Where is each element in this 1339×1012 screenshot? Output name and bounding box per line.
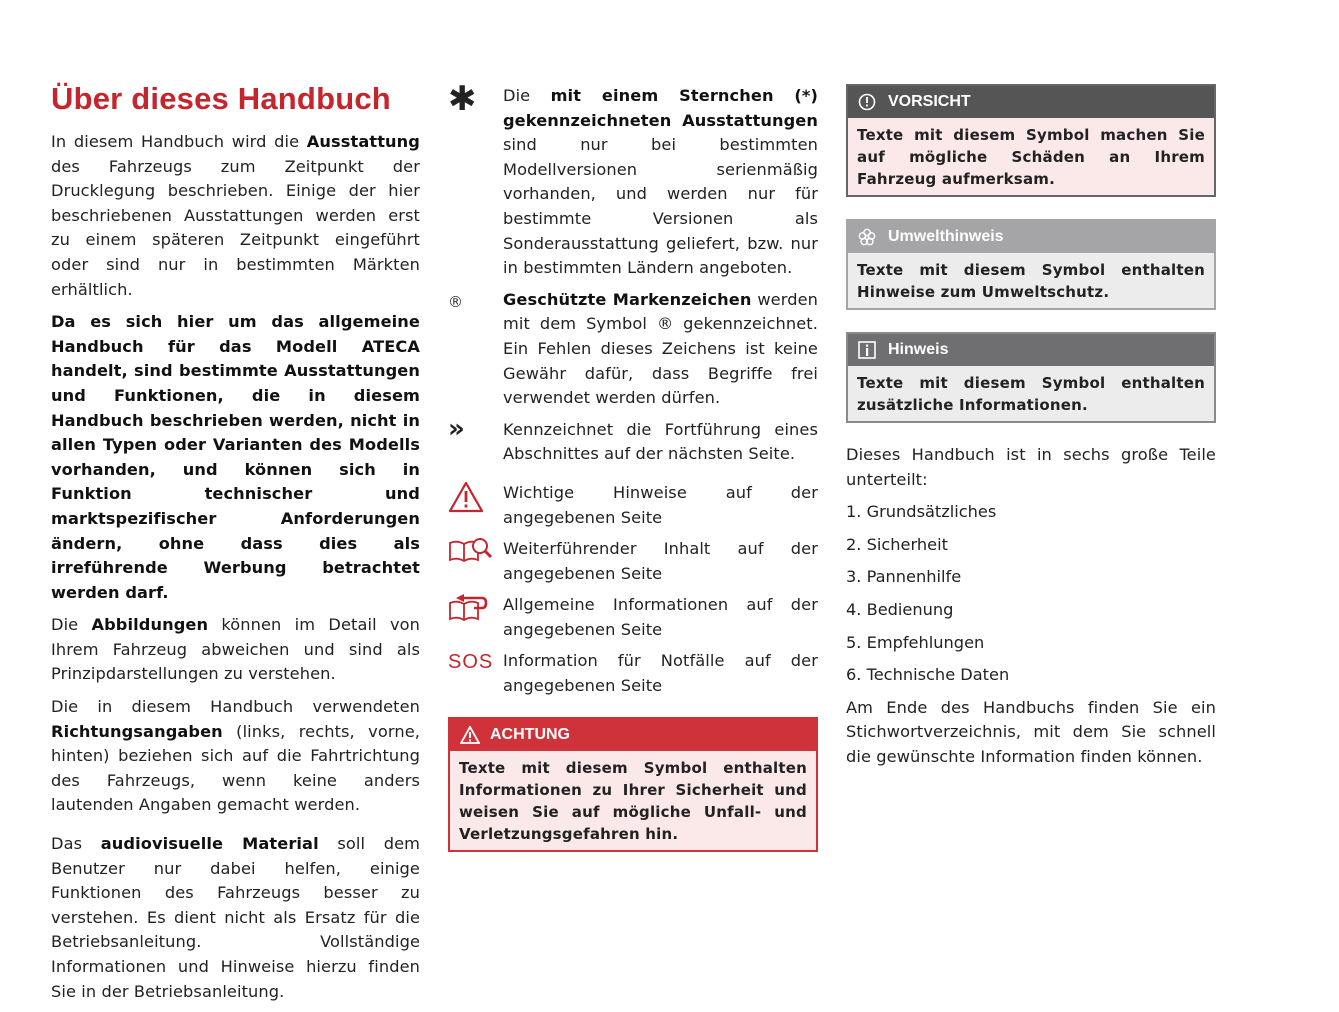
achtung-box — [448, 717, 818, 852]
symbol-description — [503, 418, 818, 467]
symbol-description — [503, 288, 818, 411]
text-segment: soll dem Benutzer nur dabei helfen, einige Funktionen des Fahrzeugs besser zu verstehen. Es dient nicht als Ersatz für die Betriebsanleitung. Vollständige Informationen und Hinweise hierzu finden Sie in der Betriebsanleitung. — [51, 834, 421, 1001]
achtung-text: Texte mit diesem Symbol enthalten Informationen zu Ihrer Sicherheit und weisen Sie auf mögliche Unfall- und Verletzungsgefahren hin. — [450, 751, 816, 850]
symbol-item — [448, 593, 818, 642]
part-list-item: 4. Bedienung — [846, 599, 954, 619]
index-note: Am Ende des Handbuchs finden Sie ein Stichwortverzeichnis, mit dem Sie schnell die gewünschte Information finden können. — [846, 697, 1216, 766]
umwelt-box — [846, 219, 1216, 310]
left-column — [51, 80, 420, 1012]
symbol-item — [448, 649, 818, 698]
symbol-description — [503, 537, 818, 586]
bold-text: mit einem Sternchen (*) gekennzeichneten Ausstattungen — [503, 86, 818, 130]
book-return-arrow-icon — [448, 593, 503, 642]
parts-intro: Dieses Handbuch ist in sechs große Teile unterteilt: — [846, 445, 1216, 489]
symbol-item — [448, 288, 818, 411]
symbol-item — [448, 413, 818, 467]
text-segment: sind nur bei bestimmten Modellversionen serienmäßig vorhanden, und werden nur für bestimmte Versionen als Sonderausstattung geliefert, bzw. nur in bestimmten Ländern angeboten. — [503, 135, 818, 278]
caution-icon — [858, 93, 880, 111]
right-column — [846, 84, 1216, 778]
symbol-item — [448, 79, 818, 281]
text-segment: Die — [503, 86, 551, 105]
part-list-item: 1. Grundsätzliches — [846, 502, 997, 522]
text-segment: werden mit dem Symbol ® gekennzeichnet. Ein Fehlen dieses Zeichens ist keine Gewähr dafür, dass Begriffe frei verwendet werden dürfen. — [503, 289, 818, 408]
symbol-legend — [448, 79, 818, 699]
hinweis-text: Texte mit diesem Symbol enthalten zusätzliche Informationen. — [848, 366, 1214, 421]
symbol-description — [503, 649, 818, 698]
symbol-description — [503, 84, 818, 281]
bold-text: Abbildungen — [91, 615, 209, 635]
paragraph — [51, 130, 420, 302]
vorsicht-header — [848, 86, 1214, 118]
text-segment: Die — [51, 615, 92, 635]
part-list-item: 5. Empfehlungen — [846, 632, 985, 652]
text-segment: Wichtige Hinweise auf der angegebenen Seite — [503, 482, 818, 527]
umwelt-header — [848, 221, 1214, 253]
book-magnifier-icon — [448, 537, 503, 586]
vorsicht-text: Texte mit diesem Symbol machen Sie auf mögliche Schäden an Ihrem Fahrzeug aufmerksam. — [848, 118, 1214, 195]
bold-text: Geschützte Markenzeichen — [503, 289, 752, 309]
page-title: Über dieses Handbuch — [51, 81, 391, 116]
symbol-description — [503, 481, 818, 530]
text-segment: Weiterführender Inhalt auf der angegebenen Seite — [503, 539, 818, 583]
part-list-item: 3. Pannenhilfe — [846, 567, 962, 587]
symbol-item — [448, 481, 818, 530]
paragraph — [51, 310, 420, 605]
symbol-description — [503, 593, 818, 642]
paragraph — [51, 832, 420, 1004]
symbol-item — [448, 537, 818, 586]
umwelt-title: Umwelthinweis — [888, 228, 1004, 245]
text-segment: Das — [51, 834, 101, 854]
text-segment: des Fahrzeugs zum Zeitpunkt der Drucklegung beschrieben. Einige der hier beschriebenen Ausstattungen werden erst zu einem späteren Zeitpunkt eingeführt oder sind nur in bestimmten Märkten erhältlich. — [51, 156, 420, 299]
bold-text: audiovisuelle Material — [100, 834, 319, 854]
vorsicht-title: VORSICHT — [888, 93, 971, 110]
part-list-item: 2. Sicherheit — [846, 534, 948, 554]
text-segment: Die in diesem Handbuch verwendeten — [51, 697, 420, 717]
text-segment: können im Detail von Ihrem Fahrzeug abweichen und sind als Prinzipdarstellungen zu verstehen. — [51, 615, 420, 684]
hinweis-header — [848, 334, 1214, 366]
hinweis-title: Hinweis — [888, 341, 949, 358]
continuation-arrows-icon: » — [448, 413, 465, 444]
part-list-item: 6. Technische Daten — [846, 665, 1010, 685]
achtung-title: ACHTUNG — [490, 725, 570, 743]
bold-text: Ausstattung — [306, 132, 420, 151]
paragraph — [51, 613, 420, 687]
text-segment: In diesem Handbuch wird die — [51, 132, 307, 151]
paragraph — [51, 695, 420, 818]
bold-text: Richtungsangaben — [51, 721, 223, 741]
middle-column — [448, 79, 818, 874]
asterisk-icon: ✱ — [448, 79, 477, 119]
warning-icon — [460, 726, 482, 744]
hinweis-box — [846, 332, 1216, 423]
info-icon — [858, 341, 880, 359]
text-segment: Allgemeine Informationen auf der angegebenen Seite — [503, 595, 818, 639]
umwelt-text: Texte mit diesem Symbol enthalten Hinweise zum Umweltschutz. — [848, 253, 1214, 308]
bold-text: Da es sich hier um das allgemeine Handbuch für das Modell ATECA handelt, sind bestimmte Ausstattungen und Funktionen, die in diesem Handbuch beschrieben werden, nicht in allen Typen oder Varianten des Modells vorhanden, und können sich in Funktion technischer und marktspezifischer Anforderungen ändern, ohne dass dies als irreführende Werbung betrachtet werden darf. — [51, 312, 420, 602]
warning-triangle-icon — [448, 481, 503, 530]
registered-trademark-icon: ® — [448, 292, 463, 311]
text-segment: (links, rechts, vorne, hinten) beziehen sich auf die Fahrtrichtung des Fahrzeugs, wenn keine anders lautenden Angaben gemacht werden. — [51, 721, 420, 815]
achtung-header — [450, 719, 816, 751]
text-segment: Kennzeichnet die Fortführung eines Abschnittes auf der nächsten Seite. — [503, 419, 818, 464]
text-segment: Information für Notfälle auf der angegebenen Seite — [503, 651, 818, 696]
environment-flower-icon — [858, 228, 880, 246]
vorsicht-box — [846, 84, 1216, 197]
sos-icon: SOS — [448, 651, 494, 674]
